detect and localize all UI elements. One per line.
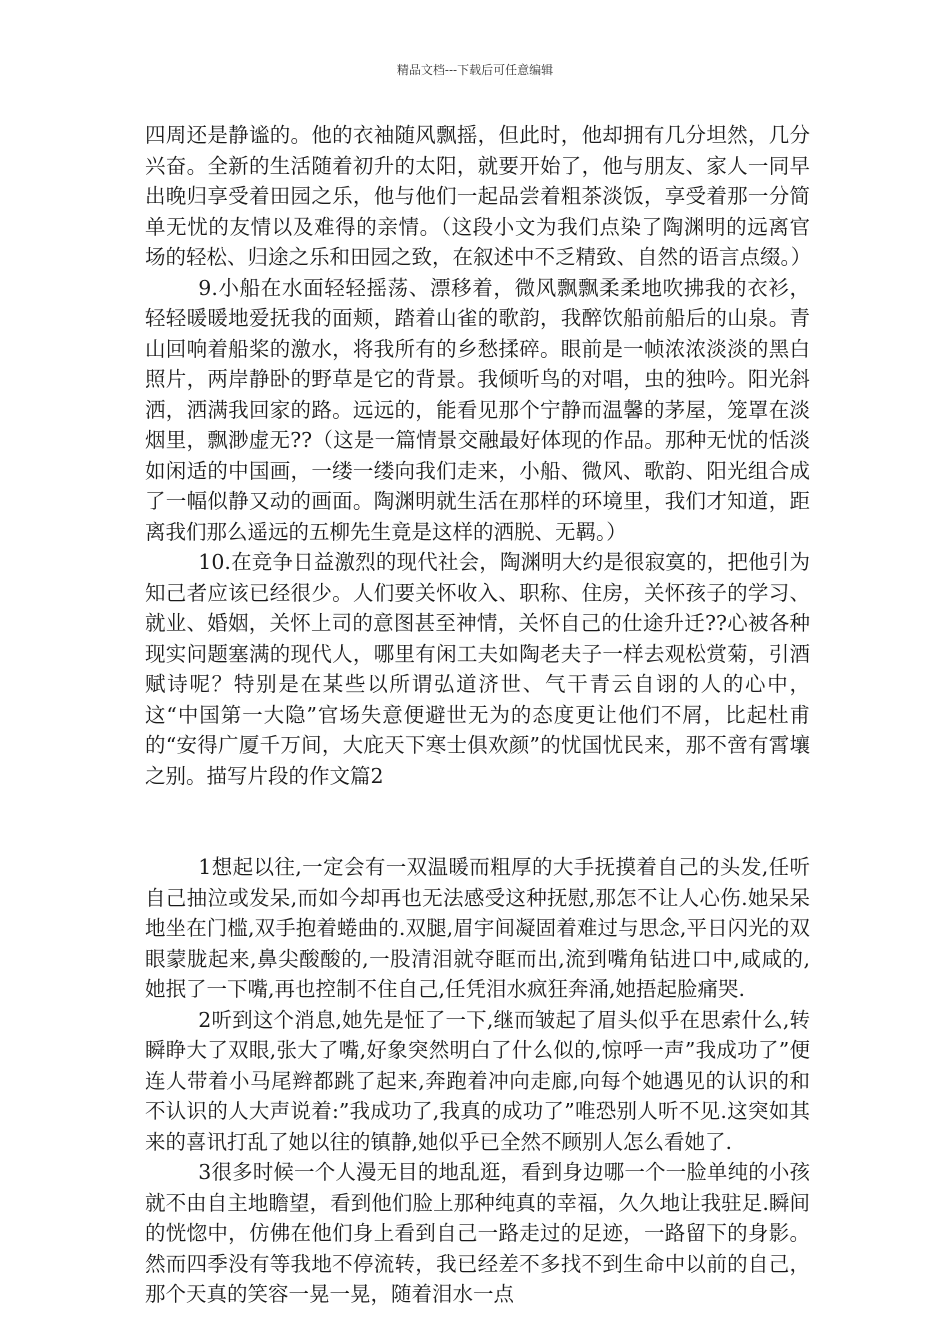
document-body: [145, 120, 810, 1310]
paragraph-3: 3很多时候一个人漫无目的地乱逛，看到身边哪一个一脸单纯的小孩就不由自主地瞻望，看到他们脸上那种纯真的幸福，久久地让我驻足.瞬间的恍惚中，仿佛在他们身上看到自己一路走过的足迹，一路留下的身影。然而四季没有等我地不停流转，我已经差不多找不到生命中以前的自己，那个天真的笑容一晃一晃，随着泪水一点: [145, 1160, 810, 1306]
section-gap: [145, 791, 810, 852]
paragraph-9: 9.小船在水面轻轻摇荡、漂移着，微风飘飘柔柔地吹拂我的衣衫，轻轻暖暖地爱抚我的面颊，踏着山雀的歌韵，我醉饮船前船后的山泉。青山回响着船桨的激水，将我所有的乡愁揉碎。眼前是一帧浓浓淡淡的黑白照片，两岸静卧的野草是它的背景。我倾听鸟的对唱，虫的独吟。阳光斜洒，洒满我回家的路。远远的，能看见那个宁静而温馨的茅屋，笼罩在淡烟里，飘渺虚无??（这是一篇情景交融最好体现的作品。那种无忧的恬淡如闲适的中国画，一缕一缕向我们走来，小船、微风、歌韵、阳光组合成了一幅似静又动的画面。陶渊明就生活在那样的环境里，我们才知道，距离我们那么遥远的五柳先生竟是这样的洒脱、无羁。）: [145, 275, 810, 544]
page-header: 精品文档---下载后可任意编辑: [396, 63, 554, 77]
paragraph-1: 1想起以往,一定会有一双温暖而粗厚的大手抚摸着自己的头发,任听自己抽泣或发呆,而如今却再也无法感受这种抚慰,那怎不让人心伤.她呆呆地坐在门槛,双手抱着蜷曲的.双腿,眉宇间凝固着难过与思念,平日闪光的双眼蒙胧起来,鼻尖酸酸的,一股清泪就夺眶而出,流到嘴角钻进口中,咸咸的,她抿了一下嘴,再也控制不住自己,任凭泪水疯狂奔涌,她捂起脸痛哭.: [145, 855, 810, 1001]
paragraph-continuation: 四周还是静谧的。他的衣袖随风飘摇，但此时，他却拥有几分坦然，几分兴奋。全新的生活随着初升的太阳，就要开始了，他与朋友、家人一同早出晚归享受着田园之乐，他与他们一起品尝着粗茶淡饭，享受着那一分简单无忧的友情以及难得的亲情。（这段小文为我们点染了陶渊明的远离官场的轻松、归途之乐和田园之致，在叙述中不乏精致、自然的语言点缀。）: [145, 123, 812, 269]
paragraph-10: 10.在竞争日益激烈的现代社会，陶渊明大约是很寂寞的，把他引为知己者应该已经很少。人们要关怀收入、职称、住房，关怀孩子的学习、就业、婚姻，关怀上司的意图甚至神情，关怀自己的仕途升迁??心被各种现实问题塞满的现代人，哪里有闲工夫如陶老夫子一样去观松赏菊，引酒赋诗呢？特别是在某些以所谓弘道济世、气干青云自诩的人的心中，这“中国第一大隐”官场失意便避世无为的态度更让他们不屑，比起杜甫的“安得广厦千万间，大庇天下寒士俱欢颜”的忧国忧民来，那不啻有霄壤之别。描写片段的作文篇2: [145, 550, 810, 788]
paragraph-2: 2听到这个消息,她先是怔了一下,继而皱起了眉头似乎在思索什么,转瞬睁大了双眼,张大了嘴,好象突然明白了什么似的,惊呼一声”我成功了”便连人带着小马尾辫都跳了起来,奔跑着冲向走廊,向每个她遇见的认识的和不认识的人大声说着:”我成功了,我真的成功了”唯恐别人听不见.这突如其来的喜讯打乱了她以往的镇静,她似乎已全然不顾别人怎么看她了.: [145, 1007, 810, 1154]
